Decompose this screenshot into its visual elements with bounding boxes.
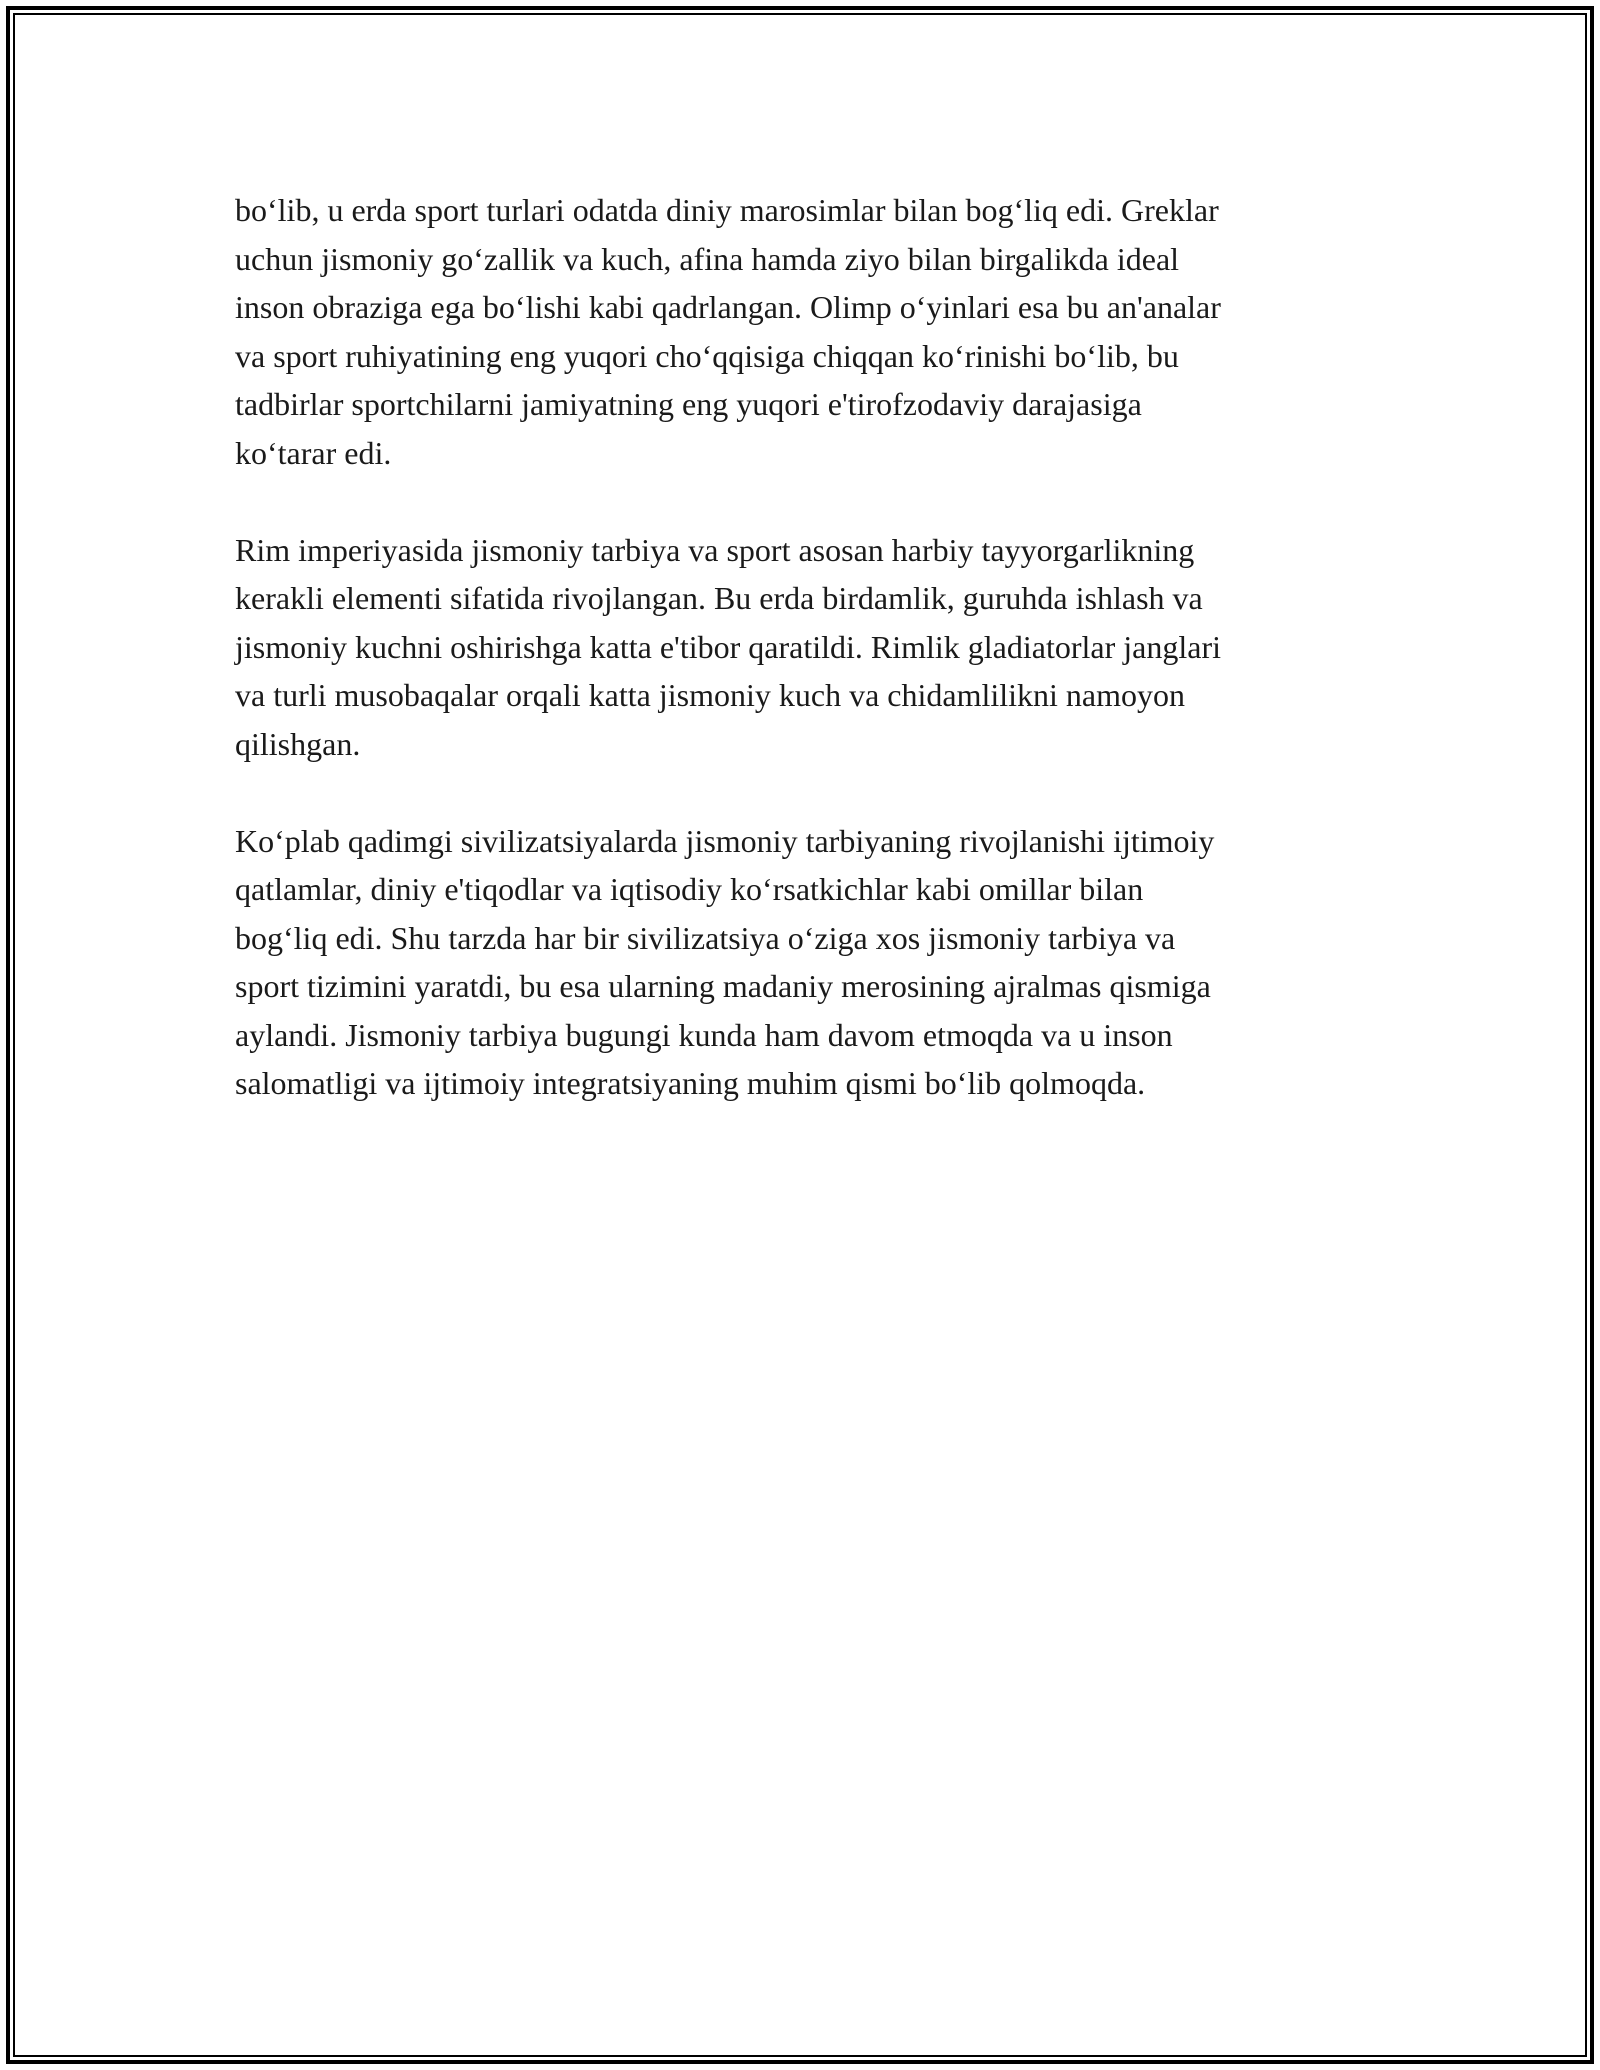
text-line: uchun jismoniy go‘zallik va kuch, afina hamda ziyo bilan birgalikda ideal xyxy=(235,240,1180,277)
text-line: ko‘tarar edi. xyxy=(235,434,392,471)
text-line: qilishgan. xyxy=(235,725,361,762)
text-line: kerakli elementi sifatida rivojlangan. Bu erda birdamlik, guruhda ishlash va xyxy=(235,580,1203,616)
text-line: qatlamlar, diniy e'tiqodlar va iqtisodiy ko‘rsatkichlar kabi omillar bilan xyxy=(235,871,1144,907)
text-line: aylandi. Jismoniy tarbiya bugungi kunda ham davom etmoqda va u inson xyxy=(235,1016,1173,1053)
text-line: salomatligi va ijtimoiy integratsiyaning muhim qismi bo‘lib qolmoqda. xyxy=(235,1065,1146,1101)
text-line: Ko‘plab qadimgi sivilizatsiyalarda jismoniy tarbiyaning rivojlanishi ijtimoiy xyxy=(235,822,1215,859)
document-body xyxy=(235,186,1385,1156)
text-line: jismoniy kuchni oshirishga katta e'tibor qaratildi. Rimlik gladiatorlar janglari xyxy=(235,628,1221,665)
paragraph-roman-empire xyxy=(235,526,1385,769)
text-line: inson obraziga ega bo‘lishi kabi qadrlangan. Olimp o‘yinlari esa bu an'analar xyxy=(235,289,1221,325)
paragraph-ancient-civilizations xyxy=(235,817,1385,1108)
text-line: sport tizimini yaratdi, bu esa ularning madaniy merosining ajralmas qismiga xyxy=(235,968,1211,1004)
text-line: Rim imperiyasida jismoniy tarbiya va sport asosan harbiy tayyorgarlikning xyxy=(235,531,1195,568)
text-line: bog‘liq edi. Shu tarzda har bir sivilizatsiya o‘ziga xos jismoniy tarbiya va xyxy=(235,919,1176,956)
paragraph-greek-sport xyxy=(235,186,1385,477)
text-line: va sport ruhiyatining eng yuqori cho‘qqisiga chiqqan ko‘rinishi bo‘lib, bu xyxy=(235,337,1179,374)
text-line: bo‘lib, u erda sport turlari odatda diniy marosimlar bilan bog‘liq edi. Greklar xyxy=(235,192,1219,228)
text-line: tadbirlar sportchilarni jamiyatning eng yuqori e'tirofzodaviy darajasiga xyxy=(235,386,1142,422)
text-line: va turli musobaqalar orqali katta jismoniy kuch va chidamlilikni namoyon xyxy=(235,677,1186,713)
